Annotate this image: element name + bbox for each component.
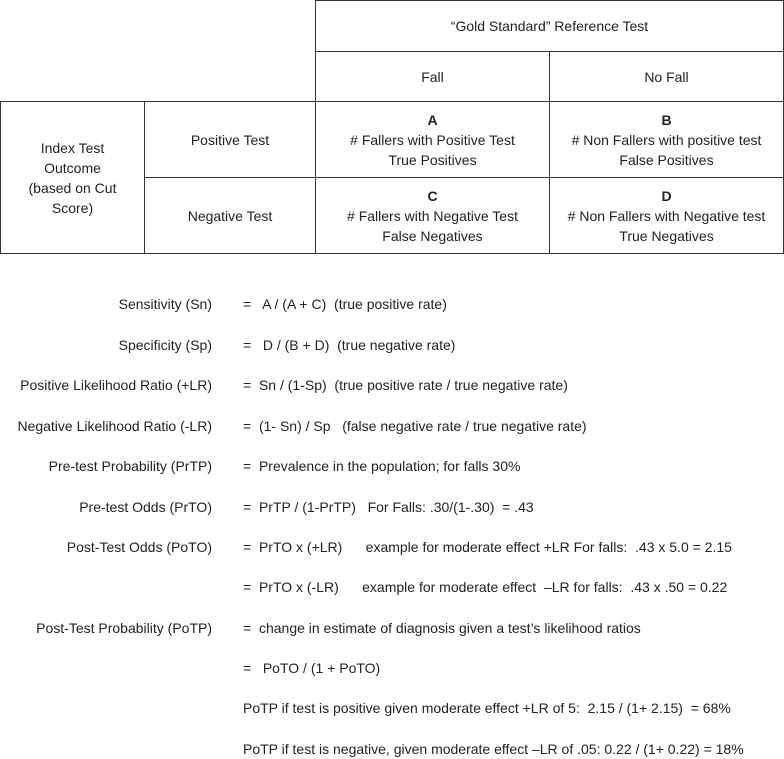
formula-row xyxy=(0,416,784,436)
cell-letter: D xyxy=(661,187,672,204)
row-header-positive-text: Positive Test xyxy=(190,131,270,148)
formula-value: = Prevalence in the population; for falls 30% xyxy=(243,458,521,474)
formula-label: Sensitivity (Sn) xyxy=(118,296,212,312)
formula-row xyxy=(0,497,784,517)
cell-classification: False Negatives xyxy=(382,227,483,244)
column-header-no-fall xyxy=(549,51,784,102)
formula-row xyxy=(0,335,784,355)
formula-value: PoTP if test is negative, given moderate effect –LR of .05: 0.22 / (1+ 0.22) = 18% xyxy=(243,741,744,757)
index-label-line: Outcome xyxy=(44,159,101,176)
formula-label: Specificity (Sp) xyxy=(118,337,212,353)
formula-value: = PrTP / (1-PrTP) For Falls: .30/(1-.30) = .43 xyxy=(243,499,534,515)
reference-test-header-text: “Gold Standard” Reference Test xyxy=(450,18,649,34)
formula-value: = A / (A + C) (true positive rate) xyxy=(243,296,447,312)
formula-value: = change in estimate of diagnosis given a test’s likelihood ratios xyxy=(243,620,641,636)
contingency-table xyxy=(0,0,784,254)
formula-label: Pre-test Odds (PrTO) xyxy=(79,499,212,515)
cell-c xyxy=(315,177,550,254)
formula-value: PoTP if test is positive given moderate effect +LR of 5: 2.15 / (1+ 2.15) = 68% xyxy=(243,700,731,716)
index-label-line: Score) xyxy=(51,199,94,216)
index-label-line: Index Test xyxy=(40,139,105,156)
formula-value: = (1- Sn) / Sp (false negative rate / true negative rate) xyxy=(243,418,587,434)
formula-value: = D / (B + D) (true negative rate) xyxy=(243,337,456,353)
cell-classification: False Positives xyxy=(619,151,714,168)
cell-letter: C xyxy=(427,187,438,204)
formula-row xyxy=(0,658,784,678)
row-header-positive xyxy=(144,101,316,178)
formula-row xyxy=(0,375,784,395)
cell-classification: True Negatives xyxy=(619,227,714,244)
column-header-fall-text: Fall xyxy=(421,68,444,85)
formula-row xyxy=(0,618,784,638)
formula-row xyxy=(0,537,784,557)
formula-label: Post-Test Odds (PoTO) xyxy=(66,539,212,555)
formula-row xyxy=(0,294,784,314)
formula-row xyxy=(0,577,784,597)
formula-row xyxy=(0,739,784,759)
index-test-outcome-label xyxy=(0,101,145,254)
cell-b xyxy=(549,101,784,178)
reference-test-header xyxy=(315,0,784,52)
cell-description: # Fallers with Negative Test xyxy=(347,207,518,224)
cell-description: # Non Fallers with Negative test xyxy=(567,207,766,224)
formula-label: Pre-test Probability (PrTP) xyxy=(48,458,212,474)
column-header-fall xyxy=(315,51,550,102)
formula-label: Post-Test Probability (PoTP) xyxy=(36,620,212,636)
formula-label: Negative Likelihood Ratio (-LR) xyxy=(17,418,212,434)
row-header-negative xyxy=(144,177,316,254)
cell-classification: True Positives xyxy=(388,151,477,168)
cell-d xyxy=(549,177,784,254)
formula-label: Positive Likelihood Ratio (+LR) xyxy=(20,377,212,393)
cell-letter: B xyxy=(661,111,672,128)
cell-letter: A xyxy=(427,111,438,128)
index-label-line: (based on Cut xyxy=(28,179,117,196)
cell-a xyxy=(315,101,550,178)
formula-value: = PrTO x (-LR) example for moderate effect –LR for falls: .43 x .50 = 0.22 xyxy=(243,579,728,595)
cell-description: # Non Fallers with positive test xyxy=(571,131,762,148)
formula-value: = PoTO / (1 + PoTO) xyxy=(243,660,381,676)
formula-row xyxy=(0,698,784,718)
formula-value: = Sn / (1-Sp) (true positive rate / true negative rate) xyxy=(243,377,568,393)
formula-value: = PrTO x (+LR) example for moderate effect +LR For falls: .43 x 5.0 = 2.15 xyxy=(243,539,732,555)
formula-row xyxy=(0,456,784,476)
row-header-negative-text: Negative Test xyxy=(187,207,273,224)
cell-description: # Fallers with Positive Test xyxy=(350,131,515,148)
column-header-no-fall-text: No Fall xyxy=(644,68,689,85)
